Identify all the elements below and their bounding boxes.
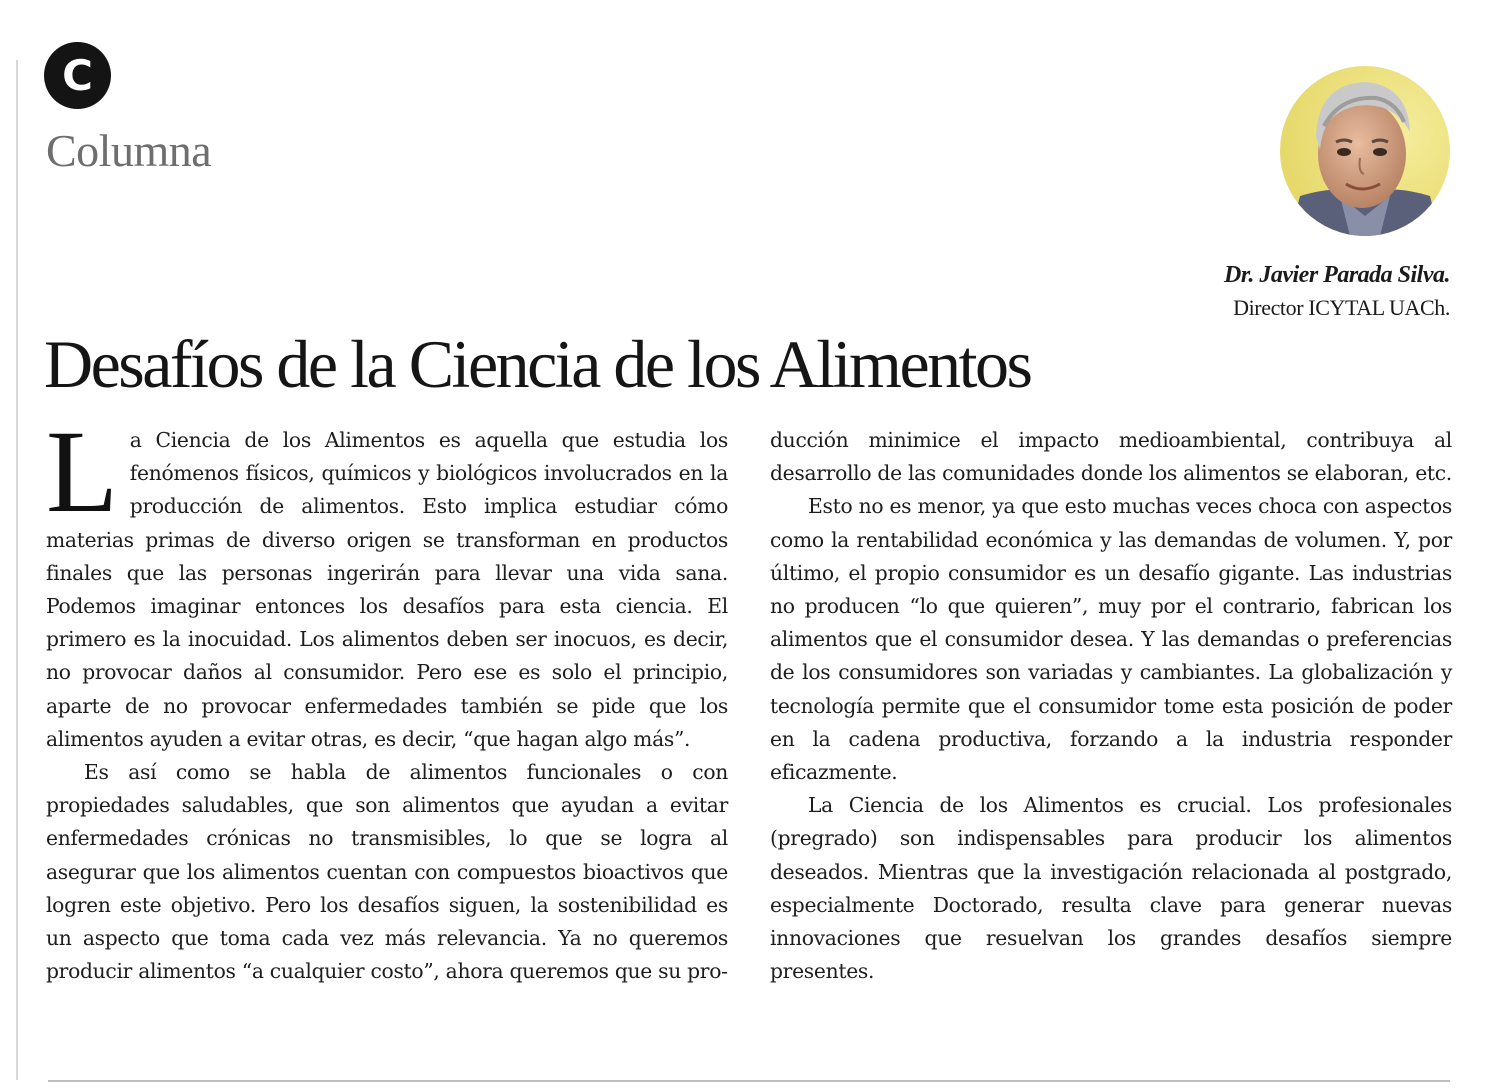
author-role: Director ICYTAL UACh. bbox=[1233, 295, 1450, 320]
article-column-right bbox=[770, 424, 1452, 988]
section-label: Columna bbox=[46, 125, 212, 176]
article-paragraph-2-continued: ducción minimice el impacto medioambiental, contribuya al desarrollo de las comunidades donde los alimentos se elaboran, etc. bbox=[770, 428, 1452, 486]
left-margin-rule bbox=[16, 60, 18, 1080]
drop-cap: L bbox=[46, 406, 118, 537]
paragraph-1-text: a Ciencia de los Alimentos es aquella que estudia los fenómenos físicos, químicos y biológicos involucrados en la producción de alimentos. Esto implica estudiar cómo materias primas de diverso origen se transforman en productos finales que las personas ingerirán para llevar una vida sana. Podemos imaginar entonces los desafíos para esta ciencia. El primero es la inocuidad. Los alimentos deben ser inocuos, es decir, no provocar daños al consumidor. Pero ese es solo el principio, aparte de no provocar enfermedades también se pide que los alimentos ayuden a evitar otras, es decir, “que hagan algo más”. bbox=[46, 428, 728, 751]
article-column-left bbox=[46, 406, 728, 988]
section-badge bbox=[44, 42, 111, 109]
section-badge-letter: C bbox=[62, 50, 93, 100]
article-paragraph-3: Esto no es menor, ya que esto muchas veces choca con aspectos como la rentabilidad económica y las demandas de volumen. Y, por último, el propio consumidor es un desafío gigante. Las industrias no producen “lo que quieren”, muy por el contrario, fabrican los alimentos que el consumidor desea. Y las demandas o preferencias de los consumidores son variadas y cambiantes. La globalización y tecnología permite que el consumidor tome esta posición de poder en la cadena productiva, forzando a la industria responder eficazmente. bbox=[770, 494, 1452, 785]
article-paragraph-2: Es así como se habla de alimentos funcionales o con propiedades saludables, que son alimentos que ayudan a evitar enfermedades crónicas no transmisibles, lo que se logra al asegurar que los alimentos cuentan con compuestos bioactivos que logren este objetivo. Pero los desafíos siguen, la sostenibilidad es un aspecto que toma cada vez más relevancia. Ya no queremos producir alimentos “a cualquier costo”, ahora queremos que su pro- bbox=[46, 760, 728, 984]
author-photo bbox=[1280, 66, 1450, 236]
author-byline bbox=[1224, 262, 1450, 321]
article-paragraph-1 bbox=[46, 406, 728, 756]
author-portrait-illustration bbox=[1280, 66, 1450, 236]
author-name: Dr. Javier Parada Silva. bbox=[1224, 262, 1450, 288]
article-paragraph-4: La Ciencia de los Alimentos es crucial. Los profesionales (pregrado) son indispensables para producir los alimentos deseados. Mientras que la investigación relacionada al postgrado, especialmente Doctorado, resulta clave para generar nuevas innovaciones que resuelvan los grandes desafíos siempre presentes. bbox=[770, 793, 1452, 984]
article-title: Desafíos de la Ciencia de los Alimentos bbox=[44, 326, 1031, 402]
bottom-rule bbox=[48, 1080, 1450, 1082]
